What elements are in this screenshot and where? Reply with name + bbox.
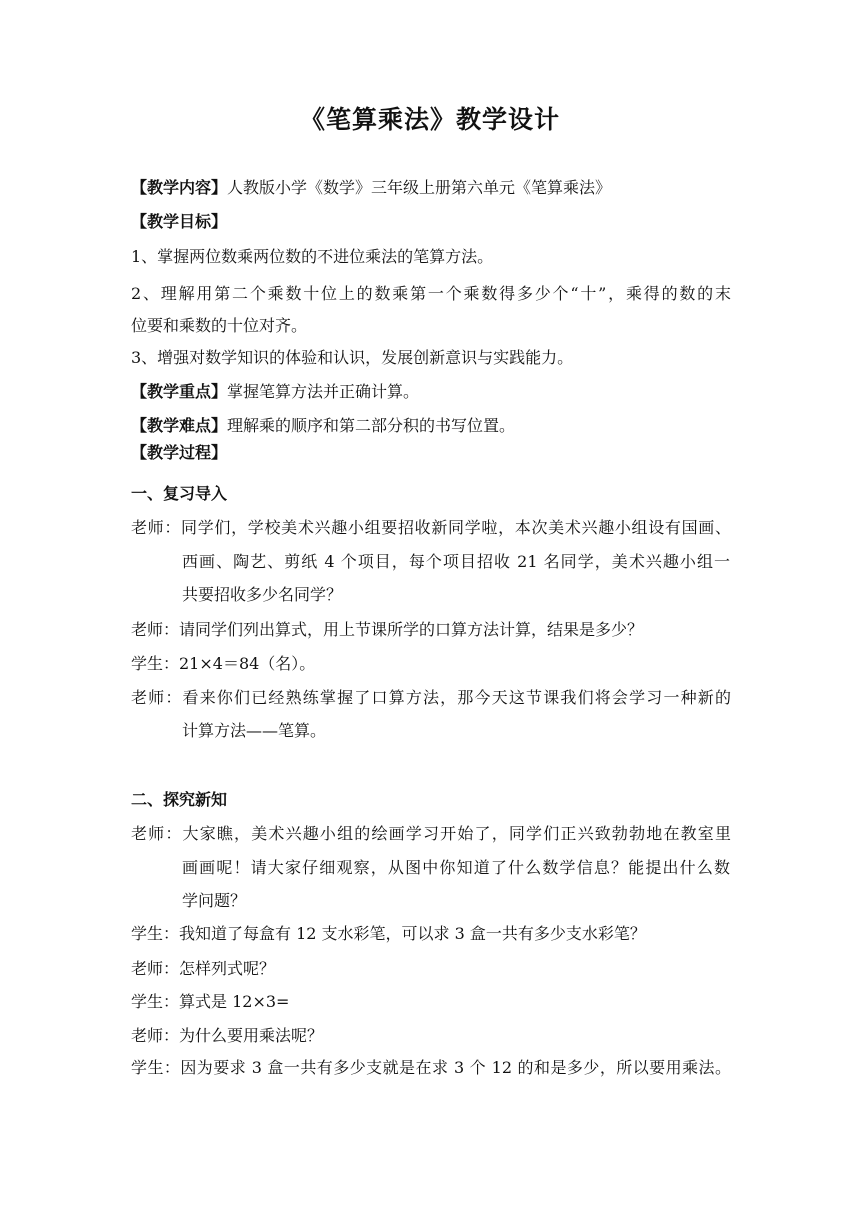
- section2-line: 老师：怎样列式呢？: [131, 959, 276, 978]
- section1-heading: 一、复习导入: [131, 484, 228, 503]
- section1-line: 共要招收多少名同学？: [182, 585, 343, 604]
- teaching-content: [131, 176, 731, 200]
- section2-line: 学生：因为要求 3 盒一共有多少支就是在求 3 个 12 的和是多少，所以要用乘法。: [131, 1058, 731, 1077]
- teaching-content-text: 人教版小学《数学》三年级上册第六单元《笔算乘法》: [227, 178, 612, 197]
- section2-heading: 二、探究新知: [131, 790, 228, 809]
- key-point-label: 【教学重点】: [131, 382, 228, 401]
- section2-line: 老师：为什么要用乘法呢？: [131, 1026, 324, 1045]
- teaching-content-label: 【教学内容】: [131, 178, 228, 197]
- difficulty-text: 理解乘的顺序和第二部分积的书写位置。: [227, 416, 516, 435]
- goal-item-2: 2、理解用第二个乘数十位上的数乘第一个乘数得多少个“十”，乘得的数的末: [131, 284, 731, 303]
- teaching-goals-label: 【教学目标】: [131, 212, 228, 231]
- section1-line: 西画、陶艺、剪纸 4 个项目，每个项目招收 21 名同学，美术兴趣小组一: [182, 552, 730, 571]
- section1-line: 老师：看来你们已经熟练掌握了口算方法，那今天这节课我们将会学习一种新的: [131, 688, 731, 707]
- key-point-text: 掌握笔算方法并正确计算。: [227, 382, 420, 401]
- key-point: [131, 380, 731, 404]
- section2-line: 学生：我知道了每盒有 12 支水彩笔，可以求 3 盒一共有多少支水彩笔？: [131, 924, 646, 943]
- goal-item-2-cont: 位要和乘数的十位对齐。: [131, 316, 308, 335]
- difficulty: [131, 414, 731, 438]
- difficulty-label: 【教学难点】: [131, 416, 228, 435]
- section2-line: 老师：大家瞧，美术兴趣小组的绘画学习开始了，同学们正兴致勃勃地在教室里: [131, 824, 731, 843]
- section1-line: 计算方法——笔算。: [182, 721, 327, 740]
- process-label: 【教学过程】: [131, 443, 228, 462]
- section1-line: 老师：同学们，学校美术兴趣小组要招收新同学啦，本次美术兴趣小组设有国画、: [131, 518, 731, 537]
- document-title: 《笔算乘法》教学设计: [299, 105, 560, 134]
- section2-line: 学生：算式是 12×3=: [131, 992, 290, 1011]
- goal-item-1: 1、掌握两位数乘两位数的不进位乘法的笔算方法。: [131, 247, 494, 266]
- section2-line: 学问题？: [182, 891, 247, 910]
- section1-line: 学生：21×4＝84（名）。: [131, 654, 316, 673]
- section2-line: 画画呢！请大家仔细观察，从图中你知道了什么数学信息？能提出什么数: [182, 858, 730, 877]
- section1-line: 老师：请同学们列出算式，用上节课所学的口算方法计算，结果是多少？: [131, 620, 644, 639]
- goal-item-3: 3、增强对数学知识的体验和认识，发展创新意识与实践能力。: [131, 348, 574, 367]
